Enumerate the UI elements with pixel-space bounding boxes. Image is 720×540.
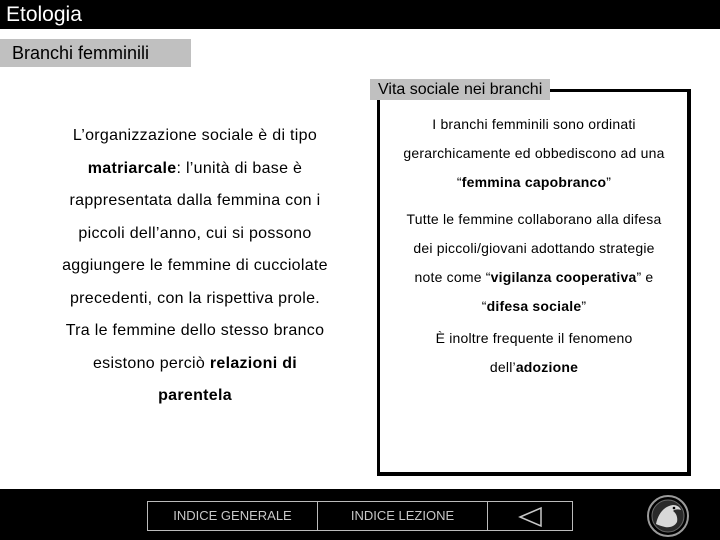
text-line (36, 255, 354, 288)
section-title: Branchi femminili (12, 43, 150, 63)
text-segment: aggiungere le femmine di cucciolate (62, 257, 328, 274)
bold-term: difesa sociale (486, 298, 582, 314)
text-line (36, 158, 354, 191)
text-segment: L’organizzazione sociale è di tipo (72, 127, 318, 144)
text-line (36, 125, 354, 158)
text-segment: “ (481, 298, 487, 314)
text-segment: Tra le femmine dello stesso branco (65, 322, 325, 339)
top-bar (0, 0, 720, 29)
section-label (0, 39, 191, 67)
back-arrow-icon (518, 506, 544, 528)
text-segment: rappresentata dalla femmina con i (69, 192, 321, 209)
app-title: Etologia (6, 3, 82, 26)
bold-term: relazioni di (209, 354, 298, 372)
text-segment: : l’unità di base è (176, 159, 303, 177)
text-segment: ” (606, 174, 612, 190)
text-line (381, 296, 687, 328)
bold-term: femmina capobranco (461, 174, 607, 190)
text-segment: È inoltre frequente il fenomeno (435, 330, 633, 346)
text-segment: dell’ (489, 359, 516, 375)
text-line (381, 209, 687, 238)
text-line (36, 288, 354, 321)
text-segment: esistono perciò (92, 354, 210, 372)
text-line (381, 328, 687, 357)
left-text-block (36, 125, 354, 418)
text-segment: ” (581, 298, 587, 314)
text-line (36, 353, 354, 386)
text-line (36, 190, 354, 223)
logo-icon[interactable] (646, 494, 690, 538)
bold-term: parentela (158, 387, 232, 404)
bold-term: vigilanza cooperativa (490, 269, 637, 285)
text-line (36, 223, 354, 256)
index-general-button[interactable]: INDICE GENERALE (147, 501, 318, 531)
text-segment: I branchi femminili sono ordinati (432, 116, 636, 132)
text-line (381, 172, 687, 209)
text-segment: ” e (636, 269, 654, 285)
text-segment: piccoli dell’anno, cui si possono (78, 224, 312, 242)
bold-term: matriarcale (87, 159, 177, 177)
index-lesson-button[interactable]: INDICE LEZIONE (317, 501, 488, 531)
text-line (381, 114, 687, 143)
text-segment: gerarchicamente ed obbediscono ad una (403, 145, 665, 161)
bold-term: adozione (515, 359, 579, 375)
back-button[interactable] (487, 501, 573, 531)
panel-title: Vita sociale nei branchi (370, 79, 550, 100)
text-line (381, 238, 687, 267)
text-line (36, 385, 354, 418)
text-segment: Tutte le femmine collaborano alla difesa (406, 211, 662, 227)
text-segment: precedenti, con la rispettiva prole. (69, 289, 321, 307)
text-line (381, 143, 687, 172)
text-line (381, 357, 687, 386)
panel-text-block (381, 114, 687, 386)
text-line (36, 320, 354, 353)
text-segment: dei piccoli/giovani adottando strategie (413, 240, 655, 256)
text-line (381, 267, 687, 296)
text-segment: note come “ (414, 269, 491, 285)
text-segment: “ (456, 174, 462, 190)
